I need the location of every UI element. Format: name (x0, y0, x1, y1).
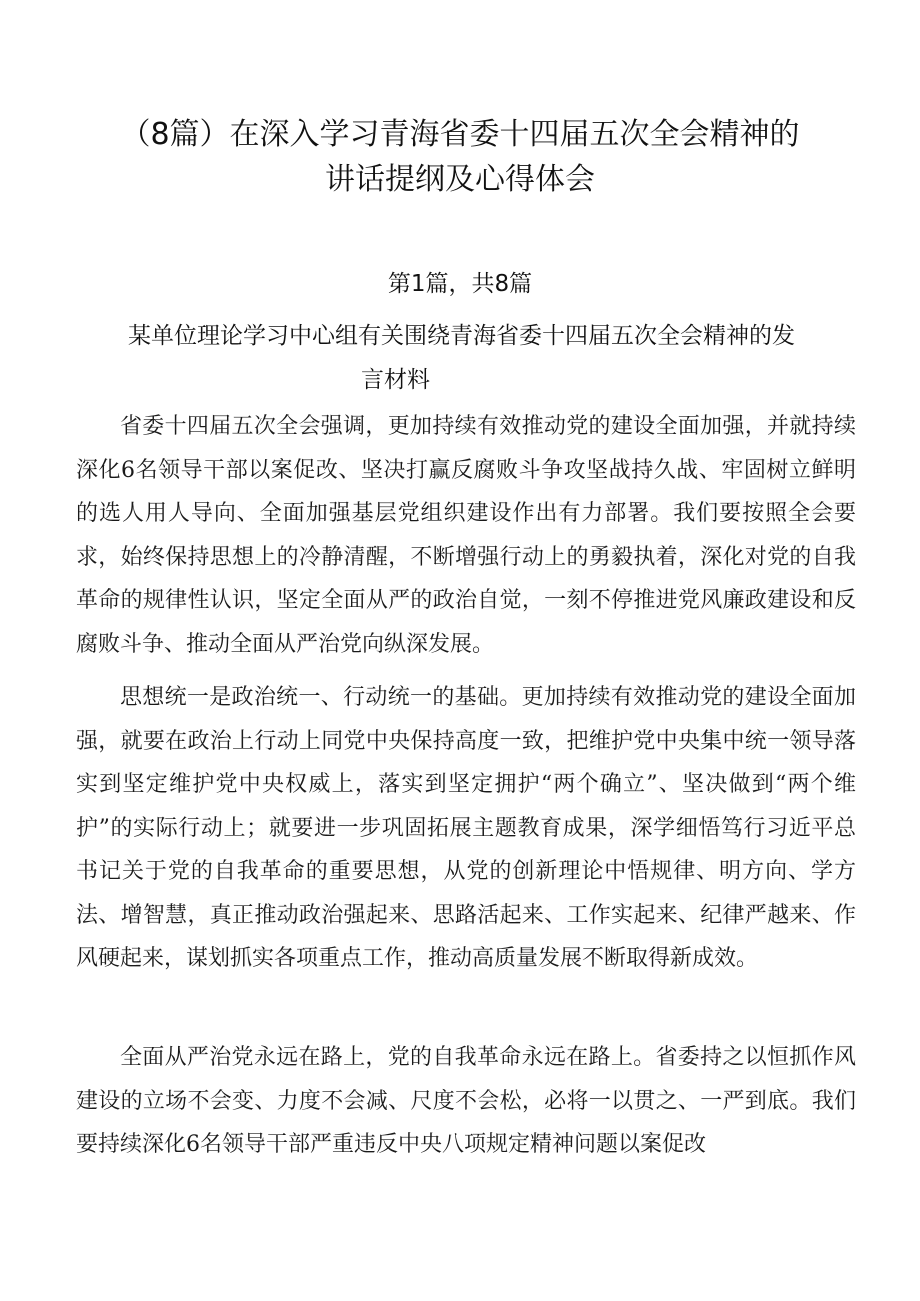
document-title-line-2: 讲话提纲及心得体会 (325, 162, 595, 197)
document-title-line-1: （8篇）在深入学习青海省委十四届五次全会精神的 (120, 117, 800, 152)
article-subtitle-line-2: 言材料 (361, 367, 430, 393)
body-paragraph: 省委十四届五次全会强调，更加持续有效推动党的建设全面加强，并就持续深化6名领导干部以案促改、坚决打赢反腐败斗争攻坚战持久战、牢固树立鲜明的选人用人导向、全面加强基层党组织建设作出有力部署。我们要按照全会要求，始终保持思想上的冷静清醒，不断增强行动上的勇毅执着，深化对党的自我革命的规律性认识，坚定全面从严的政治自觉，一刻不停推进党风廉政建设和反腐败斗争、推动全面从严治党向纵深发展。 (76, 414, 856, 657)
body-paragraph: 全面从严治党永远在路上，党的自我革命永远在路上。省委持之以恒抓作风建设的立场不会变、力度不会减、尺度不会松，必将一以贯之、一严到底。我们要持续深化6名领导干部严重违反中央八项规定精神问题以案促改 (76, 1045, 856, 1157)
section-counter: 第1篇，共8篇 (387, 271, 533, 297)
body-paragraph: 思想统一是政治统一、行动统一的基础。更加持续有效推动党的建设全面加强，就要在政治上行动上同党中央保持高度一致，把维护党中央集中统一领导落实到坚定维护党中央权威上，落实到坚定拥护“两个确立”、坚决做到“两个维护”的实际行动上；就要进一步巩固拓展主题教育成果，深学细悟笃行习近平总书记关于党的自我革命的重要思想，从党的创新理论中悟规律、明方向、学方法、增智慧，真正推动政治强起来、思路活起来、工作实起来、纪律严越来、作风硬起来，谋划抓实各项重点工作，推动高质量发展不断取得新成效。 (76, 685, 856, 971)
article-subtitle-line-1: 某单位理论学习中心组有关围绕青海省委十四届五次全会精神的发 (128, 323, 795, 349)
